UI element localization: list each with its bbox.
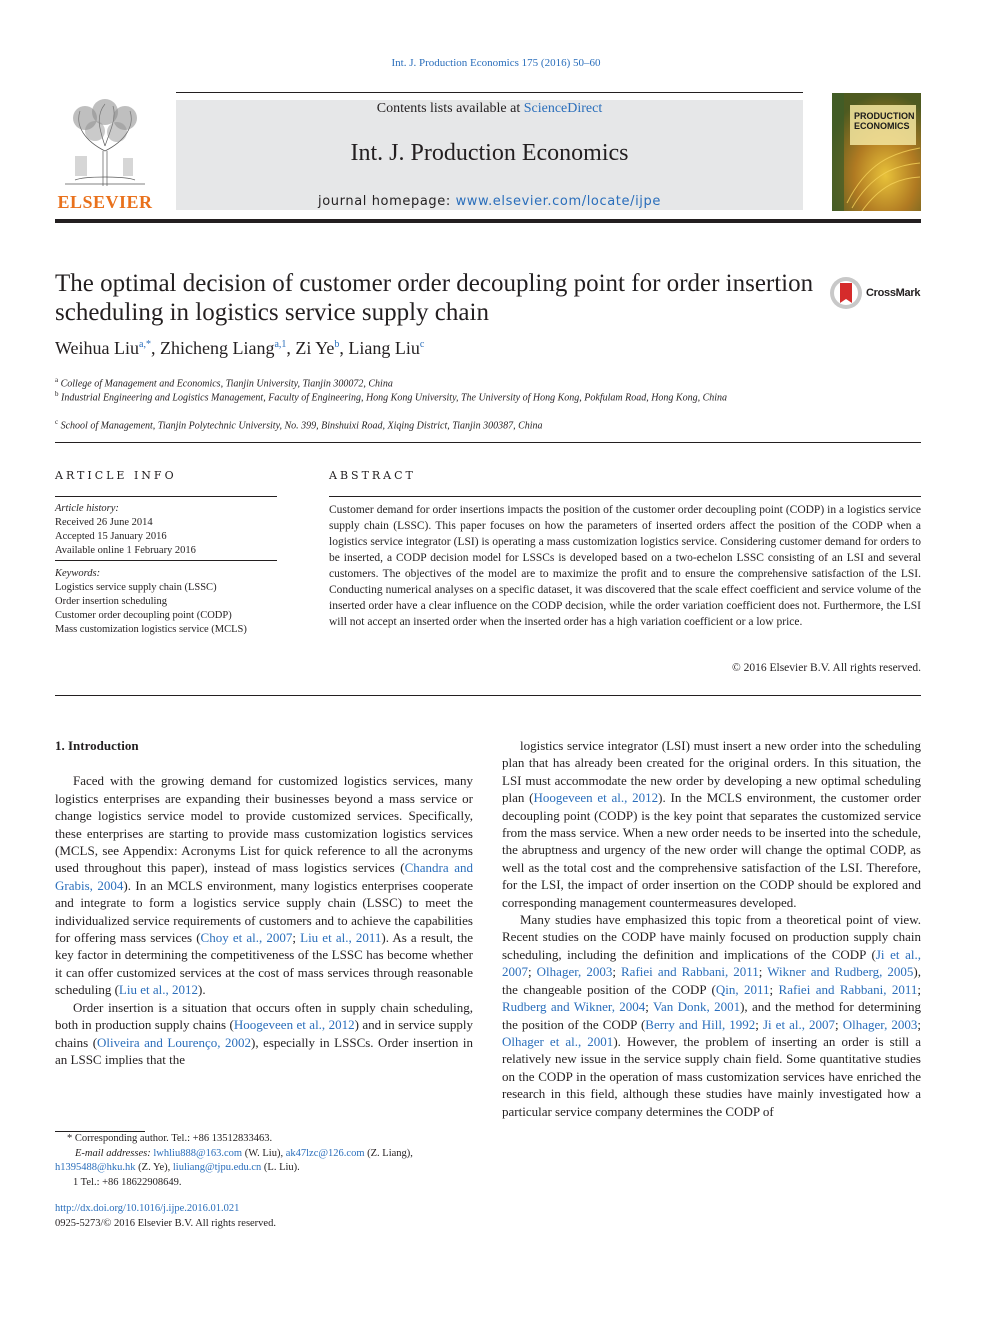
elsevier-logo[interactable] bbox=[55, 96, 155, 214]
corresponding-author-note: * Corresponding author. Tel.: +86 13512833463. bbox=[67, 1133, 273, 1144]
citation-link[interactable]: Berry and Hill, 1992 bbox=[645, 1016, 756, 1032]
body-paragraph bbox=[502, 911, 921, 1120]
citation-link[interactable]: Olhager, 2003 bbox=[536, 964, 613, 980]
elsevier-wordmark: ELSEVIER bbox=[57, 192, 153, 212]
masthead-top-rule bbox=[176, 92, 803, 93]
paragraph-text: ; bbox=[755, 1016, 763, 1032]
section-heading-introduction: 1. Introduction bbox=[55, 738, 139, 753]
history-accepted: Accepted 15 January 2016 bbox=[55, 531, 167, 542]
abstract-heading: ABSTRACT bbox=[329, 469, 416, 482]
left-paragraphs bbox=[55, 772, 473, 1068]
author-list bbox=[55, 338, 424, 359]
email-link[interactable]: h1395488@hku.hk bbox=[55, 1162, 136, 1173]
abstract-rule bbox=[329, 496, 921, 497]
journal-homepage: journal homepage: www.elsevier.com/locate/ijpe bbox=[318, 194, 661, 209]
paragraph-text: ; bbox=[645, 999, 654, 1015]
paragraph-text: ). In the MCLS environment, the customer order decoupling point (CODP) is the key point that separates the customized service from the mass service. When a new order needs to be inserted into the schedule, the abruptness and urgency of the new order will change the optimal CODP, as well as the total cost and the comprehensive satisfaction of the LSI. Therefore, for the LSI, the impact of order insertion on the CODP should be explored and corresponding management countermeasures developed. bbox=[502, 790, 921, 910]
issn-line: 0925-5273/© 2016 Elsevier B.V. All rights reserved. bbox=[55, 1217, 276, 1229]
author-affiliation-marker[interactable]: a,1 bbox=[274, 339, 287, 350]
journal-masthead bbox=[176, 100, 803, 210]
author-name[interactable]: Weihua Liu bbox=[55, 338, 140, 358]
keywords-label: Keywords: bbox=[55, 568, 101, 579]
sciencedirect-link[interactable]: ScienceDirect bbox=[523, 101, 603, 116]
article-title: The optimal decision of customer order decoupling point for order insertion scheduling in logistics service supply chain bbox=[55, 270, 814, 326]
homepage-link[interactable]: www.elsevier.com/locate/ijpe bbox=[455, 194, 661, 209]
affiliation-a: $^a$ College of Management and Economics, Tianjin University, Tianjin 300072, China bbox=[55, 376, 393, 390]
author-affiliation-marker[interactable]: b bbox=[334, 339, 340, 350]
article-history bbox=[55, 502, 277, 558]
email-link[interactable]: ak47lzc@126.com bbox=[285, 1147, 365, 1159]
citation-link[interactable]: Liu et al., 2012 bbox=[118, 982, 198, 998]
citation-link[interactable]: Qin, 2011 bbox=[715, 981, 770, 997]
citation-link[interactable]: Chandra and Grabis, 2004 bbox=[55, 860, 473, 893]
author-separator: , bbox=[339, 338, 349, 358]
paragraph-text: ), especially in LSSCs. Order insertion in an LSSC implies that the bbox=[55, 1034, 473, 1067]
affiliation-b: $^b$ Industrial Engineering and Logistics Management, Faculty of Engineering, Hong Kong University, The University of Hong Kong, Pokfulam Road, Hong Kong, China bbox=[55, 390, 728, 404]
crossmark-badge[interactable] bbox=[828, 273, 938, 313]
keyword-item: Logistics service supply chain (LSSC) bbox=[55, 582, 217, 593]
abstract-text: Customer demand for order insertions impacts the position of the customer order decoupling point (CODP) in a logistics service supply chain (LSSC). This paper focuses on how the parameters of inserted orders affect the position of the CODP when a logistics service integrator (LSI) is operating a mass customization logistics service. Considering customer demand for orders to be inserted, a CODP decision model for LSSCs is developed based on a two-echelon LSSC consisting of an LSI and several customers. The objectives of the model are to maximize the profit and to ensure the comprehensive satisfaction of the LSI. Conducting numerical analyses on a specific dataset, it was discovered that the scale effect coefficient and service volume of the inserted order have a clear influence on the CODP decision, while the order variation coefficient does not. Furthermore, the LSI will not accept an inserted order when the inserted order has a high variation coefficient or a low price. bbox=[329, 504, 921, 628]
citation-link[interactable]: Choy et al., 2007 bbox=[200, 930, 293, 946]
history-online: Available online 1 February 2016 bbox=[55, 545, 196, 556]
citation-link[interactable]: Van Donk, 2001 bbox=[653, 999, 741, 1015]
author-affiliation-marker[interactable]: a,* bbox=[139, 339, 151, 350]
author-name[interactable]: Zi Ye bbox=[295, 338, 335, 358]
body-column-left bbox=[55, 737, 473, 1068]
article-info-rule bbox=[55, 560, 277, 561]
author-name[interactable]: Liang Liu bbox=[348, 338, 420, 358]
paragraph-text: ). As a result, the key factor in determining the competitiveness of the LSSC has become whether it can offer customized services at the cost of mass services through reasonable scheduling ( bbox=[55, 930, 473, 998]
article-info-heading: ARTICLE INFO bbox=[55, 469, 177, 482]
abstract-bottom-rule bbox=[55, 695, 921, 696]
email-link[interactable]: liuliang@tjpu.edu.cn bbox=[172, 1162, 262, 1173]
author-name[interactable]: Zhicheng Liang bbox=[159, 338, 275, 358]
citation-link[interactable]: Rafiei and Rabbani, 2011 bbox=[778, 981, 918, 997]
citation-link[interactable]: Olhager, 2003 bbox=[842, 1016, 918, 1032]
doi-link[interactable]: http://dx.doi.org/10.1016/j.ijpe.2016.01.021 bbox=[55, 1203, 240, 1214]
footnote-tel: 1 Tel.: +86 18622908649. bbox=[73, 1176, 182, 1188]
keyword-item: Customer order decoupling point (CODP) bbox=[55, 610, 232, 621]
paragraph-text: ; bbox=[917, 981, 921, 997]
paragraph-text: ; bbox=[917, 1016, 921, 1032]
citation-link[interactable]: Wikner and Rudberg, 2005 bbox=[767, 964, 914, 980]
citation-link[interactable]: Rafiei and Rabbani, 2011 bbox=[621, 964, 759, 980]
affiliation-rule bbox=[55, 442, 921, 443]
paragraph-text: ; bbox=[758, 964, 768, 980]
paragraph-text: ). In an MCLS environment, many logistics enterprises cooperate and integrate to form a logistics service supply chain (LSSC) to meet the individualized service requirements of customers and to achieve the capabilities for offering mass services ( bbox=[55, 877, 473, 946]
paragraph-text: ; bbox=[835, 1016, 843, 1032]
journal-cover-thumbnail[interactable] bbox=[832, 93, 921, 211]
cover-title: PRODUCTION ECONOMICS bbox=[854, 111, 915, 131]
paragraph-text: logistics service integrator (LSI) must insert a new order into the scheduling plan that has already been created for the original orders. In this situation, the LSI must accommodate the new order by developing a new optimal scheduling plan ( bbox=[502, 738, 921, 806]
history-label: Article history: bbox=[55, 503, 119, 514]
email-link[interactable]: lwhliu888@163.com bbox=[153, 1147, 243, 1159]
abstract-copyright: © 2016 Elsevier B.V. All rights reserved. bbox=[732, 662, 921, 674]
email-addresses-cont: h1395488@hku.hk (Z. Ye), liuliang@tjpu.edu.cn (L. Liu). bbox=[55, 1162, 300, 1173]
article-info-rule bbox=[55, 496, 277, 497]
paragraph-text: ), and the method for determining the position of the CODP ( bbox=[502, 999, 921, 1032]
author-separator: , bbox=[286, 338, 296, 358]
paragraph-text: Faced with the growing demand for customized logistics services, many logistics enterprises are expanding their businesses beyond a mass service or change logistics service model to provide customized services. Specifically, these enterprises are starting to provide mass customization logistics services (MCLS, see Appendix: Acronyms List for quick reference to all the acronyms used throughout this paper), instead of mass logistics services ( bbox=[55, 773, 473, 876]
elsevier-tree-icon bbox=[55, 96, 155, 191]
paragraph-text: ; bbox=[769, 981, 779, 997]
paragraph-text: ). However, the problem of inserting an order is still a relatively new issue in the service supply chain field. Some quantitative studies on the CODP in the operation of mass customization services have enriched the research in this field, although these studies have mainly investigated how a particular service company determines the CODP of bbox=[502, 1033, 921, 1119]
footnotes bbox=[55, 1132, 473, 1190]
history-received: Received 26 June 2014 bbox=[55, 517, 153, 528]
paragraph-text: Many studies have emphasized this topic from a theoretical point of view. Recent studies on the CODP have mainly focused on production supply chain scheduling, including the definition and implications of the CODP ( bbox=[502, 912, 921, 962]
paragraph-text: Order insertion is a situation that occurs often in supply chain scheduling, both in production supply chains ( bbox=[55, 999, 473, 1033]
author-affiliation-marker[interactable]: c bbox=[419, 339, 425, 350]
citation-link[interactable]: Hoogeveen et al., 2012 bbox=[233, 1017, 355, 1033]
crossmark-icon bbox=[828, 275, 864, 311]
citation-link[interactable]: Ji et al., 2007 bbox=[502, 946, 921, 980]
citation-link[interactable]: Olhager et al., 2001 bbox=[502, 1033, 614, 1049]
keyword-item: Order insertion scheduling bbox=[55, 596, 167, 607]
body-paragraph bbox=[55, 999, 473, 1069]
citation-link[interactable]: Ji et al., 2007 bbox=[762, 1016, 836, 1032]
body-paragraph bbox=[55, 772, 473, 998]
doi-block bbox=[55, 1202, 276, 1231]
keyword-item: Mass customization logistics service (MCLS) bbox=[55, 624, 247, 635]
body-column-right bbox=[502, 737, 921, 1120]
paragraph-text: ; bbox=[612, 964, 621, 980]
right-paragraphs bbox=[502, 737, 921, 1120]
citation-link[interactable]: Hoogeveen et al., 2012 bbox=[533, 790, 659, 806]
citation-link[interactable]: Rudberg and Wikner, 2004 bbox=[502, 999, 646, 1015]
header-rule bbox=[55, 219, 921, 223]
author-separator: , bbox=[150, 338, 160, 358]
citation-link[interactable]: Oliveira and Lourenço, 2002 bbox=[97, 1034, 251, 1050]
contents-line: Contents lists available at ScienceDirect bbox=[376, 101, 603, 116]
body-paragraph bbox=[502, 737, 921, 911]
paragraph-text: ), the changeable position of the CODP ( bbox=[502, 964, 921, 997]
affiliation-c: $^c$ School of Management, Tianjin Polytechnic University, No. 399, Binshuixi Road, Xiqing District, Tianjin 300387, China bbox=[55, 418, 543, 432]
paragraph-text: ). bbox=[197, 982, 206, 998]
crossmark-label: CrossMark bbox=[866, 287, 921, 299]
paragraph-text: ; bbox=[528, 964, 537, 980]
citation-link[interactable]: Liu et al., 2011 bbox=[300, 930, 382, 946]
paragraph-text: ) and in service supply chains ( bbox=[55, 1017, 473, 1050]
journal-citation[interactable]: Int. J. Production Economics 175 (2016) 50–60 bbox=[391, 57, 601, 69]
paragraph-text: ; bbox=[292, 930, 301, 946]
email-addresses: E-mail addresses: lwhliu888@163.com (W. Liu), ak47lzc@126.com (Z. Liang), bbox=[75, 1147, 413, 1159]
keywords-block bbox=[55, 567, 277, 637]
journal-name: Int. J. Production Economics bbox=[350, 140, 629, 166]
